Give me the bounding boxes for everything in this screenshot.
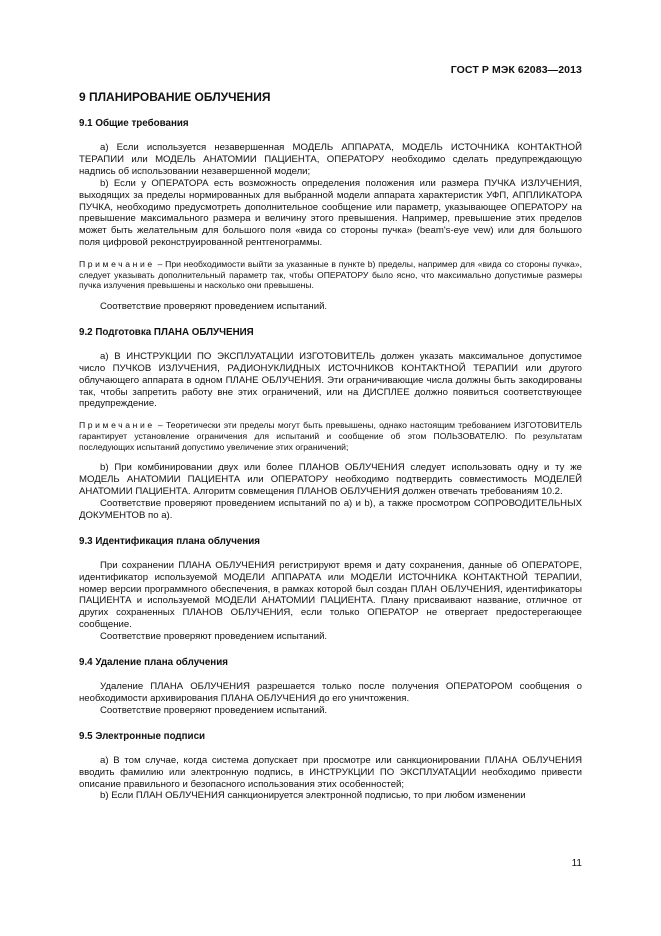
paragraph-9-1-a: a) Если используется незавершенная МОДЕЛЬ АППАРАТА, МОДЕЛЬ ИСТОЧНИКА КОНТАКТНОЙ ТЕРАПИИ или МОДЕЛЬ АНАТОМИИ ПАЦИЕНТА, ОПЕРАТОРУ необходимо сделать предупреждающую надпись об использовании незавершенной модели; bbox=[79, 142, 582, 177]
section-9-title: 9 ПЛАНИРОВАНИЕ ОБЛУЧЕНИЯ bbox=[79, 90, 271, 104]
section-9-2-title: 9.2 Подготовка ПЛАНА ОБЛУЧЕНИЯ bbox=[79, 326, 254, 338]
compliance-9-4: Соответствие проверяют проведением испытаний. bbox=[100, 704, 328, 716]
compliance-9-2: Соответствие проверяют проведением испытаний по a) и b), а также просмотром СОПРОВОДИТЕЛЬНЫХ ДОКУМЕНТОВ по а). bbox=[79, 497, 582, 521]
paragraph-9-2-b: b) При комбинировании двух или более ПЛАНОВ ОБЛУЧЕНИЯ следует использовать одну и ту же МОДЕЛЬ АНАТОМИИ ПАЦИЕНТА или ОПЕРАТОРУ необходимо подтвердить совместимость МОДЕЛЕЙ АНАТОМИИ ПАЦИЕНТА. Алгоритм совмещения ПЛАНОВ ОБЛУЧЕНИЯ должен отвечать требованиям 10.2. bbox=[79, 462, 582, 497]
paragraph-9-4: Удаление ПЛАНА ОБЛУЧЕНИЯ разрешается только после получения ОПЕРАТОРОМ сообщения о необходимости архивирования ПЛАНА ОБЛУЧЕНИЯ до его уничтожения. bbox=[79, 681, 582, 704]
note-text: – Теоретически эти пределы могут быть превышены, однако настоящим требованием ИЗГОТОВИТЕЛЬ гарантирует установление ограничения для испытаний и сообщение об этом ПОЛЬЗОВАТЕЛЮ. По результатам последующих испытаний допустимо увеличение этих ограничений; bbox=[79, 420, 582, 452]
note-9-1 bbox=[79, 259, 582, 291]
compliance-9-3: Соответствие проверяют проведением испытаний. bbox=[100, 631, 328, 643]
note-label: Примечание bbox=[79, 259, 155, 270]
document-id: ГОСТ Р МЭК 62083—2013 bbox=[450, 64, 582, 76]
section-9-5-title: 9.5 Электронные подписи bbox=[79, 730, 206, 742]
paragraph-9-3: При сохранении ПЛАНА ОБЛУЧЕНИЯ регистрируют время и дату сохранения, данные об ОПЕРАТОРЕ, идентификатор используемой МОДЕЛИ АППАРАТА или МОДЕЛИ ИСТОЧНИКА КОНТАКТНОЙ ТЕРАПИИ, номер версии программного обеспечения, в рамках которой был создан ПЛАН ОБЛУЧЕНИЯ, идентификаторы ПАЦИЕНТА и используемой МОДЕЛИ АНАТОМИИ ПАЦИЕНТА. Плану присваивают название, отличное от других сохраненных ПЛАНОВ ОБЛУЧЕНИЯ, если только ОПЕРАТОР не отвергает предостерегающее сообщение. bbox=[79, 559, 582, 631]
compliance-9-1: Соответствие проверяют проведением испытаний. bbox=[100, 300, 328, 312]
paragraph-9-5-b: b) Если ПЛАН ОБЛУЧЕНИЯ санкционируется электронной подписью, то при любом изменении bbox=[100, 790, 526, 802]
paragraph-9-1-b: b) Если у ОПЕРАТОРА есть возможность определения положения или размера ПУЧКА ИЗЛУЧЕНИЯ, выходящих за пределы нормированных для выбранной модели аппарата характеристик УФП, АППЛИКАТОРА ПУЧКА, необходимо предусмотреть дополнительное сообщение или параметр, указывающее ОПЕРАТОРУ на превышение максимального размера и величину этого превышения. Например, превышение этих пределов может быть желательным для большого поля «вида со стороны пучка» (beam's-eye vew) или для большого поля цифровой реконструированной рентгенограммы. bbox=[79, 177, 582, 249]
section-9-1-title: 9.1 Общие требования bbox=[79, 118, 189, 129]
note-9-2 bbox=[79, 420, 582, 452]
section-9-4-title: 9.4 Удаление плана облучения bbox=[79, 657, 228, 669]
note-text: – При необходимости выйти за указанные в пункте b) пределы, например для «вида со стороны пучка», следует указывать дополнительный параметр так, чтобы ОПЕРАТОРУ было ясно, что максимально допустимые размеры пучка излучения превышены и насколько они превышены. bbox=[79, 259, 582, 291]
note-label: Примечание bbox=[79, 420, 155, 431]
paragraph-9-5-a: a) В том случае, когда система допускает при просмотре или санкционировании ПЛАНА ОБЛУЧЕНИЯ вводить фамилию или электронную подпись, в ИНСТРУКЦИИ ПО ЭКСПЛУАТАЦИИ необходимо привести описание правильного и безопасного использования этих особенностей; bbox=[79, 754, 582, 790]
page-content bbox=[79, 90, 582, 802]
page-number: 11 bbox=[571, 858, 582, 869]
paragraph-9-2-a: a) В ИНСТРУКЦИИ ПО ЭКСПЛУАТАЦИИ ИЗГОТОВИТЕЛЬ должен указать максимальное допустимое число ПУЧКОВ ИЗЛУЧЕНИЯ, РАДИОНУКЛИДНЫХ ИСТОЧНИКОВ КОНТАКТНОЙ ТЕРАПИИ или другого облучающего аппарата в одном ПЛАНЕ ОБЛУЧЕНИЯ. Эти ограничивающие числа должны быть закодированы так, чтобы запретить работу вне этих ограничений, или на ДИСПЛЕЕ должно появиться соответствующее предупреждение. bbox=[79, 350, 582, 410]
section-9-3-title: 9.3 Идентификация плана облучения bbox=[79, 535, 261, 547]
